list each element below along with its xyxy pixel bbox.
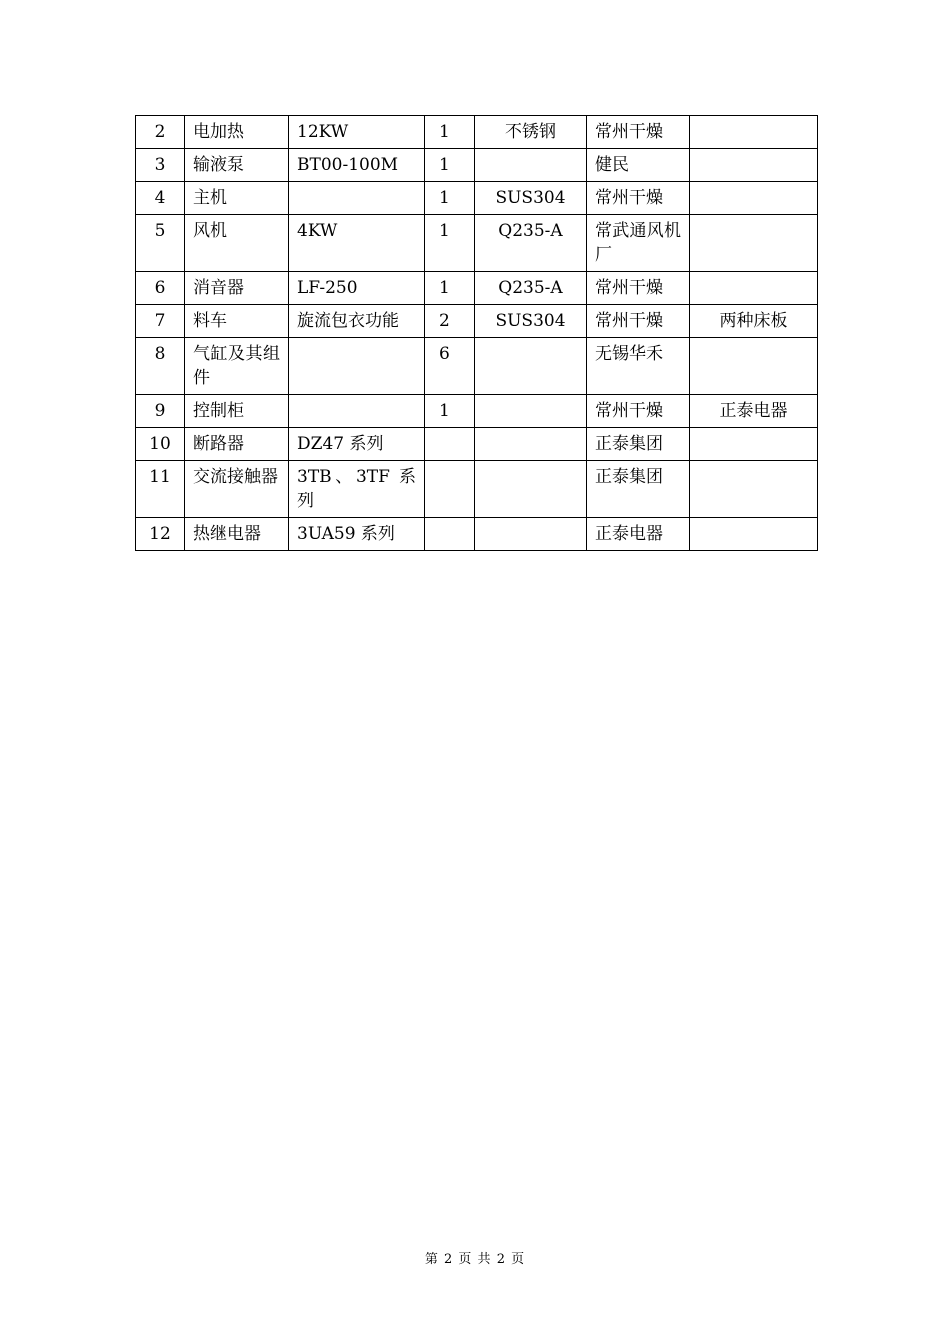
cell-manufacturer: 常州干燥 bbox=[587, 182, 690, 215]
table-row bbox=[136, 149, 818, 182]
cell-name: 断路器 bbox=[185, 428, 289, 461]
cell-remark bbox=[690, 518, 818, 551]
cell-material bbox=[475, 149, 587, 182]
cell-quantity: 2 bbox=[425, 305, 475, 338]
table-row bbox=[136, 182, 818, 215]
table-row bbox=[136, 518, 818, 551]
cell-spec bbox=[289, 395, 425, 428]
cell-number: 2 bbox=[136, 116, 185, 149]
cell-spec: 旋流包衣功能 bbox=[289, 305, 425, 338]
cell-quantity: 6 bbox=[425, 338, 475, 395]
cell-number: 4 bbox=[136, 182, 185, 215]
cell-manufacturer: 健民 bbox=[587, 149, 690, 182]
cell-material: 不锈钢 bbox=[475, 116, 587, 149]
table-row bbox=[136, 461, 818, 518]
table-row bbox=[136, 215, 818, 272]
cell-remark bbox=[690, 272, 818, 305]
cell-number: 9 bbox=[136, 395, 185, 428]
cell-material bbox=[475, 461, 587, 518]
cell-material bbox=[475, 518, 587, 551]
cell-quantity: 1 bbox=[425, 272, 475, 305]
table-row bbox=[136, 338, 818, 395]
cell-manufacturer: 常武通风机厂 bbox=[587, 215, 690, 272]
cell-material bbox=[475, 395, 587, 428]
cell-manufacturer: 常州干燥 bbox=[587, 272, 690, 305]
cell-remark bbox=[690, 116, 818, 149]
cell-name: 控制柜 bbox=[185, 395, 289, 428]
equipment-table bbox=[135, 115, 818, 551]
cell-spec: 4KW bbox=[289, 215, 425, 272]
cell-material: Q235-A bbox=[475, 215, 587, 272]
cell-spec bbox=[289, 338, 425, 395]
cell-name: 消音器 bbox=[185, 272, 289, 305]
cell-remark: 两种床板 bbox=[690, 305, 818, 338]
cell-manufacturer: 常州干燥 bbox=[587, 116, 690, 149]
cell-material: Q235-A bbox=[475, 272, 587, 305]
cell-spec: 3UA59 系列 bbox=[289, 518, 425, 551]
cell-quantity: 1 bbox=[425, 116, 475, 149]
cell-spec: BT00-100M bbox=[289, 149, 425, 182]
table-row bbox=[136, 428, 818, 461]
cell-number: 7 bbox=[136, 305, 185, 338]
cell-material: SUS304 bbox=[475, 305, 587, 338]
table-row bbox=[136, 116, 818, 149]
cell-quantity: 1 bbox=[425, 395, 475, 428]
table-row bbox=[136, 272, 818, 305]
cell-name: 输液泵 bbox=[185, 149, 289, 182]
cell-spec bbox=[289, 182, 425, 215]
cell-name: 料车 bbox=[185, 305, 289, 338]
cell-quantity bbox=[425, 461, 475, 518]
page-number: 第 2 页 共 2 页 bbox=[424, 1252, 526, 1267]
cell-number: 10 bbox=[136, 428, 185, 461]
cell-name: 热继电器 bbox=[185, 518, 289, 551]
cell-material bbox=[475, 338, 587, 395]
cell-quantity bbox=[425, 518, 475, 551]
cell-name: 电加热 bbox=[185, 116, 289, 149]
cell-spec: DZ47 系列 bbox=[289, 428, 425, 461]
cell-material: SUS304 bbox=[475, 182, 587, 215]
cell-remark bbox=[690, 461, 818, 518]
table-row bbox=[136, 395, 818, 428]
cell-manufacturer: 常州干燥 bbox=[587, 395, 690, 428]
cell-material bbox=[475, 428, 587, 461]
cell-number: 6 bbox=[136, 272, 185, 305]
cell-quantity bbox=[425, 428, 475, 461]
cell-remark bbox=[690, 338, 818, 395]
cell-manufacturer: 正泰集团 bbox=[587, 428, 690, 461]
cell-number: 11 bbox=[136, 461, 185, 518]
cell-remark bbox=[690, 428, 818, 461]
cell-quantity: 1 bbox=[425, 215, 475, 272]
cell-manufacturer: 正泰集团 bbox=[587, 461, 690, 518]
cell-name: 气缸及其组件 bbox=[185, 338, 289, 395]
cell-quantity: 1 bbox=[425, 182, 475, 215]
cell-manufacturer: 常州干燥 bbox=[587, 305, 690, 338]
cell-spec: LF-250 bbox=[289, 272, 425, 305]
table-body bbox=[136, 116, 818, 551]
cell-spec: 3TB、3TF 系列 bbox=[289, 461, 425, 518]
cell-manufacturer: 无锡华禾 bbox=[587, 338, 690, 395]
cell-remark bbox=[690, 149, 818, 182]
cell-name: 主机 bbox=[185, 182, 289, 215]
cell-remark bbox=[690, 215, 818, 272]
cell-remark: 正泰电器 bbox=[690, 395, 818, 428]
cell-remark bbox=[690, 182, 818, 215]
cell-number: 3 bbox=[136, 149, 185, 182]
cell-manufacturer: 正泰电器 bbox=[587, 518, 690, 551]
cell-spec: 12KW bbox=[289, 116, 425, 149]
cell-number: 5 bbox=[136, 215, 185, 272]
table-row bbox=[136, 305, 818, 338]
cell-number: 8 bbox=[136, 338, 185, 395]
cell-number: 12 bbox=[136, 518, 185, 551]
cell-name: 交流接触器 bbox=[185, 461, 289, 518]
cell-quantity: 1 bbox=[425, 149, 475, 182]
cell-name: 风机 bbox=[185, 215, 289, 272]
